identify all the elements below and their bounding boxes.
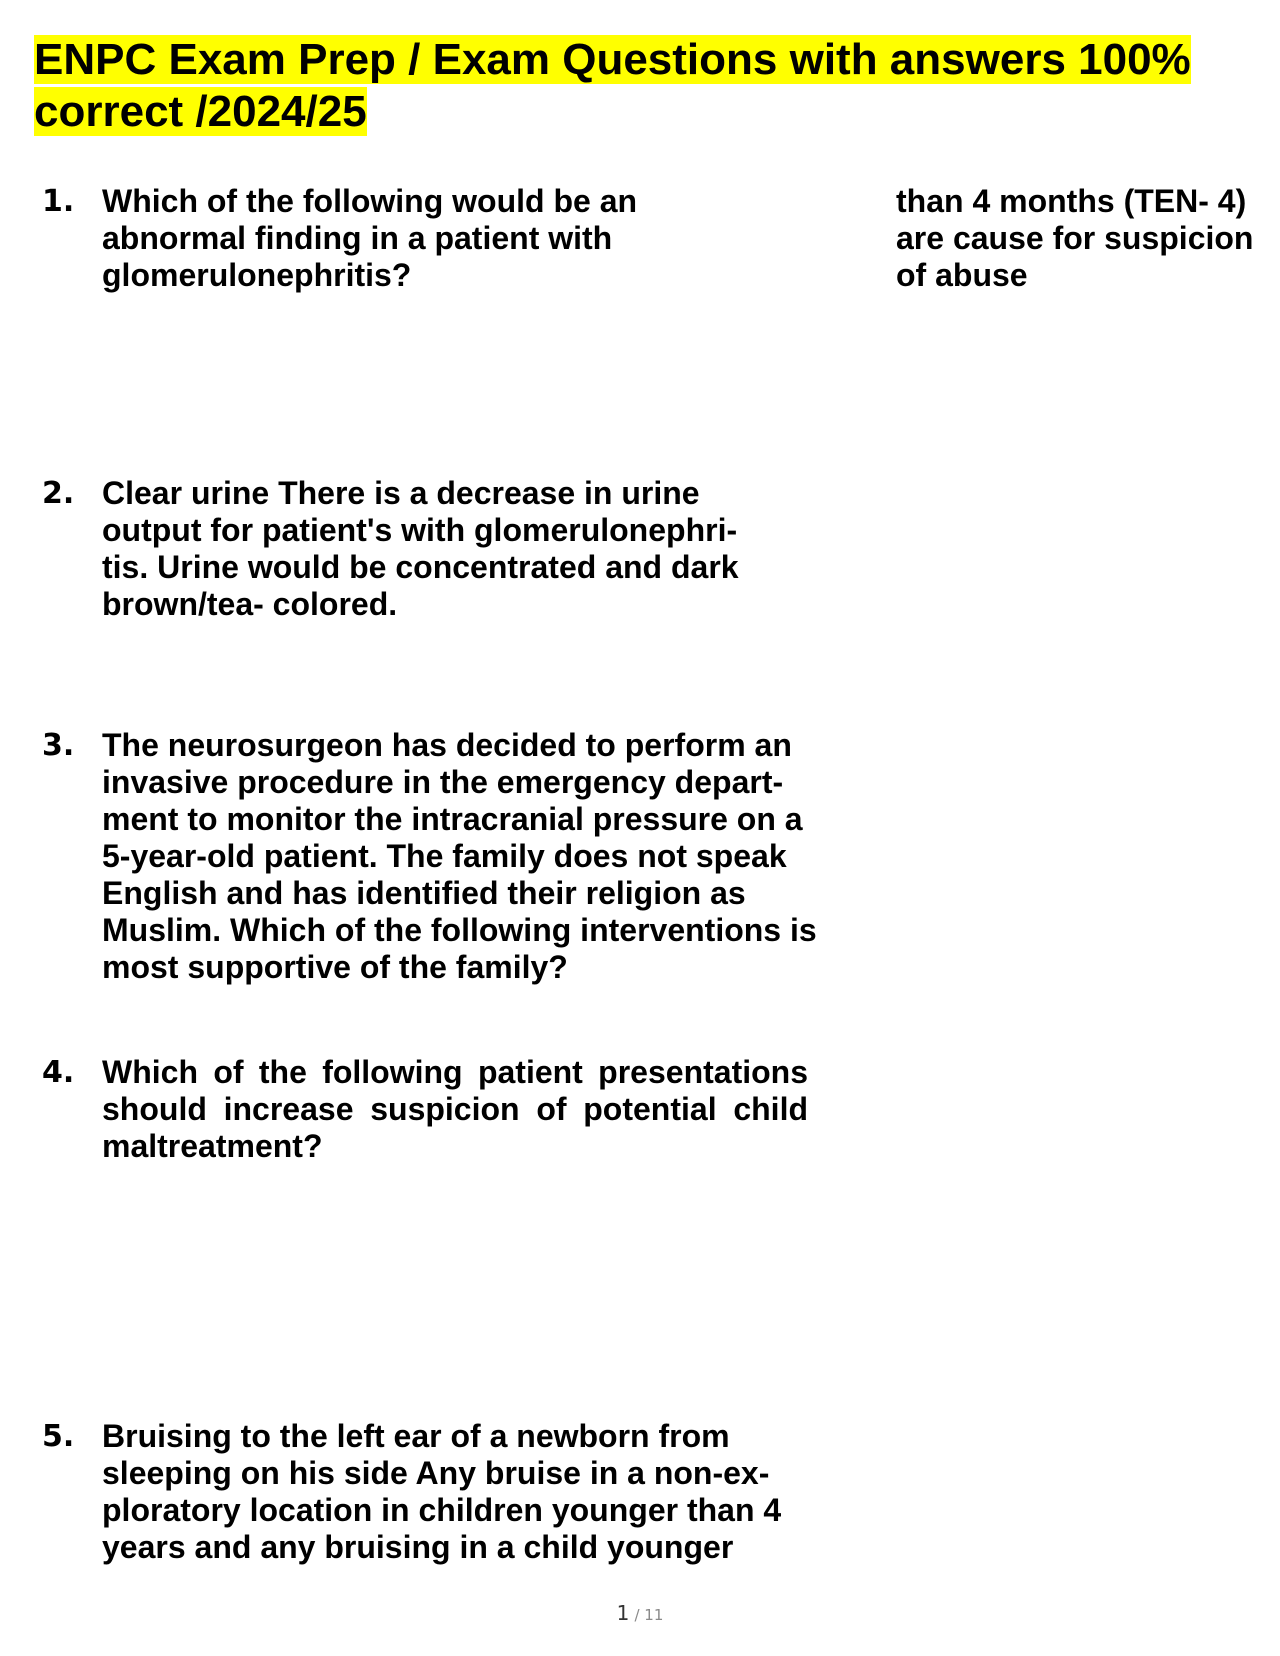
question-2 [42,475,822,623]
question-5-number: 5. [42,1419,75,1454]
question-3-text: The neurosurgeon has decided to perform an invasive procedure in the emergency depart- ment to monitor the intracranial pressure on a 5-year-old patient. The family does not speak English and has identified their religion as Muslim. Which of the following interventions is most supportive of the family? [102,727,817,985]
question-1-text: Which of the following would be an abnormal finding in a patient with glomerulonephritis? [102,183,638,293]
side-column-continuation: than 4 months (TEN- 4) are cause for suspicion of abuse [896,183,1254,293]
page-current: 1 [616,1601,630,1625]
question-2-text: Clear urine There is a decrease in urine output for patient's with glomerulonephri- tis. Urine would be concentrated and dark brown/tea- colored. [102,475,739,622]
question-1-number: 1. [42,184,75,219]
question-3-number: 3. [42,728,75,763]
question-4 [42,1054,822,1165]
question-2-number: 2. [42,476,75,511]
question-4-text: Which of the following patient presentations should increase suspicion of potential child maltreatment? [102,1054,808,1164]
question-5-text: Bruising to the left ear of a newborn from sleeping on his side Any bruise in a non-ex- ploratory location in children younger than 4 years and any bruising in a child younger [102,1418,782,1565]
question-3 [42,727,822,986]
page-total: / 11 [634,1606,664,1624]
question-4-number: 4. [42,1055,75,1090]
document-title-text: ENPC Exam Prep / Exam Questions with answers 100% correct /2024/25 [34,35,1191,136]
question-5 [42,1418,822,1566]
document-title [34,34,1254,138]
question-1 [42,183,822,294]
page-indicator [0,1601,1280,1625]
